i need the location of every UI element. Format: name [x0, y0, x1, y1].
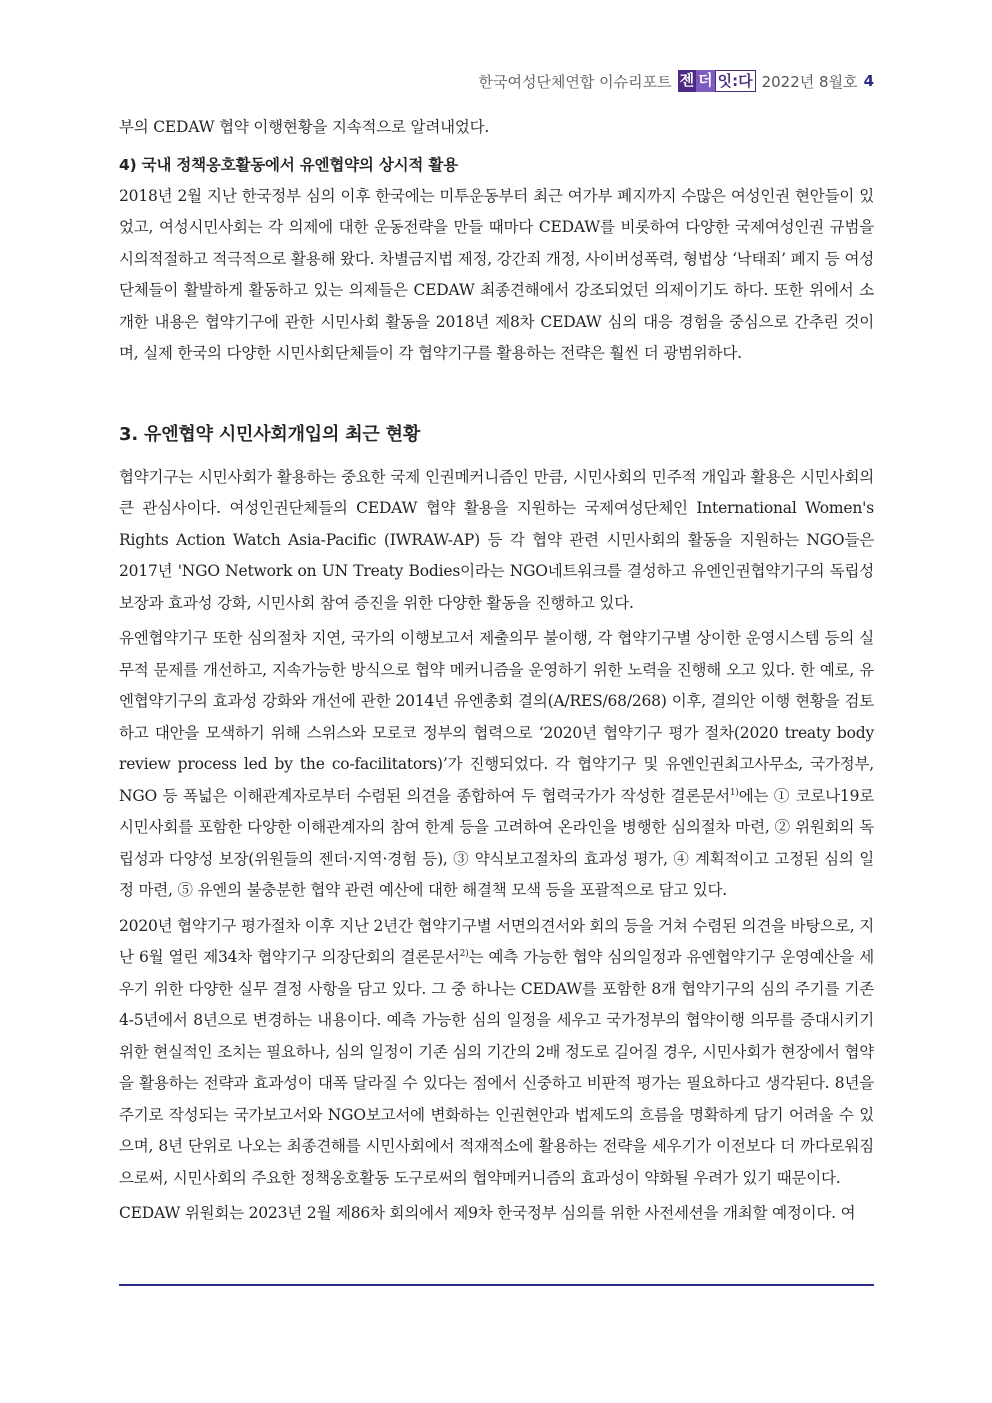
- subsection-4-title: 4) 국내 정책옹호활동에서 유엔협약의 상시적 활용: [119, 155, 458, 174]
- footnote-ref-1[interactable]: 1): [729, 787, 739, 798]
- page-header: [478, 70, 874, 92]
- paragraph-2-text-a: 유엔협약기구 또한 심의절차 지연, 국가의 이행보고서 제출의무 불이행, 각 협약기구별 상이한 운영시스템 등의 실무적 문제를 개선하고, 지속가능한 방식으로 협약 메커니즘을 운영하기 위한 노력을 진행해 오고 있다. 한 예로, 유엔협약기구의 효과성 강화와 개선에 관한 2014년 유엔총회 결의(A/RES/68/268) 이후, 결의안 이행 현황을 검토하고 대안을 모색하기 위해 스위스와 모로코 정부의 협력으로 ‘2020년 협약기구 평가 절차(2020 treaty body review process led by the co-facilitators)’가 진행되었다. 각 협약기구 및 유엔인권최고사무소, 국가정부, NGO 등 폭넓은 이해관계자로부터 수렴된 의견을 종합하여 두 협력국가가 작성한 결론문서: [119, 629, 874, 805]
- logo-part-1: 젠: [678, 70, 697, 92]
- paragraph-3: [119, 911, 874, 1195]
- logo-part-3: 잇:다: [715, 70, 756, 92]
- paragraph-3-text-a: 2020년 협약기구 평가절차 이후 지난 2년간 협약기구별 서면의견서와 회의 등을 거쳐 수렴된 의견을 바탕으로, 지난 6월 열린 제34차 협약기구 의장단회의 결론문서: [119, 916, 874, 966]
- report-title: 한국여성단체연합 이슈리포트: [478, 72, 672, 91]
- paragraph-1: 협약기구는 시민사회가 활용하는 중요한 국제 인권메커니즘인 만큼, 시민사회의 민주적 개입과 활용은 시민사회의 큰 관심사이다. 여성인권단체들의 CEDAW 협약 활용을 지원하는 국제여성단체인 International Women's Rights Action Watch Asia-Pacific (IWRAW-AP) 등 각 협약 관련 시민사회의 활동을 지원하는 NGO들은 2017년 'NGO Network on UN Treaty Bodies이라는 NGO네트워크를 결성하고 유엔인권협약기구의 독립성 보장과 효과성 강화, 시민사회 참여 증진을 위한 다양한 활동을 진행하고 있다.: [119, 467, 874, 612]
- logo-part-2: 더: [696, 70, 715, 92]
- gender-itda-logo: [678, 70, 756, 92]
- section-3-title: 3. 유엔협약 시민사회개입의 최근 현황: [119, 423, 421, 445]
- footnote-ref-2[interactable]: 2): [459, 948, 469, 959]
- page-number: 4: [863, 72, 874, 90]
- intro-line: 부의 CEDAW 협약 이행현황을 지속적으로 알려내었다.: [119, 118, 490, 136]
- paragraph-4: CEDAW 위원회는 2023년 2월 제86차 회의에서 제9차 한국정부 심의를 위한 사전세션을 개최할 예정이다. 여: [119, 1204, 856, 1222]
- footer-divider: [119, 1284, 874, 1286]
- paragraph-2: [119, 623, 874, 907]
- subsection-4-paragraph: 2018년 2월 지난 한국정부 심의 이후 한국에는 미투운동부터 최근 여가부 폐지까지 수많은 여성인권 현안들이 있었고, 여성시민사회는 각 의제에 대한 운동전략을 만들 때마다 CEDAW를 비롯하여 다양한 국제여성인권 규범을 시의적절하고 적극적으로 활용해 왔다. 차별금지법 제정, 강간죄 개정, 사이버성폭력, 형법상 ‘낙태죄’ 폐지 등 여성단체들이 활발하게 활동하고 있는 의제들은 CEDAW 최종견해에서 강조되었던 의제이기도 하다. 또한 위에서 소개한 내용은 협약기구에 관한 시민사회 활동을 2018년 제8차 CEDAW 심의 대응 경험을 중심으로 간추린 것이며, 실제 한국의 다양한 시민사회단체들이 각 협약기구를 활용하는 전략은 훨씬 더 광범위하다.: [119, 186, 874, 362]
- paragraph-2-text-b: 에는 ① 코로나19로 시민사회를 포함한 다양한 이해관계자의 참여 한계 등을 고려하여 온라인을 병행한 심의절차 마련, ② 위원회의 독립성과 다양성 보장(위원들의 젠더·지역·경험 등), ③ 약식보고절차의 효과성 평가, ④ 계획적이고 고정된 심의 일정 마련, ⑤ 유엔의 불충분한 협약 관련 예산에 대한 해결책 모색 등을 포괄적으로 담고 있다.: [119, 786, 874, 899]
- page-body: [119, 112, 874, 1230]
- paragraph-3-text-b: 는 예측 가능한 협약 심의일정과 유엔협약기구 운영예산을 세우기 위한 다양한 실무 결정 사항을 담고 있다. 그 중 하나는 CEDAW를 포함한 8개 협약기구의 심의 주기를 기존 4-5년에서 8년으로 변경하는 내용이다. 예측 가능한 심의 일정을 세우고 국가정부의 협약이행 의무를 증대시키기 위한 현실적인 조치는 필요하나, 심의 일정이 기존 심의 기간의 2배 정도로 길어질 경우, 시민사회가 현장에서 협약을 활용하는 전략과 효과성이 대폭 달라질 수 있다는 점에서 신중하고 비판적 평가는 필요하다고 생각된다. 8년을 주기로 작성되는 국가보고서와 NGO보고서에 변화하는 인권현안과 법제도의 흐름을 명확하게 담기 어려울 수 있으며, 8년 단위로 나오는 최종견해를 시민사회에서 적재적소에 활용하는 전략을 세우기가 이전보다 더 까다로워짐으로써, 시민사회의 주요한 정책옹호활동 도구로써의 협약메커니즘의 효과성이 약화될 우려가 있기 때문이다.: [119, 948, 874, 1187]
- issue-date: 2022년 8월호: [761, 72, 858, 91]
